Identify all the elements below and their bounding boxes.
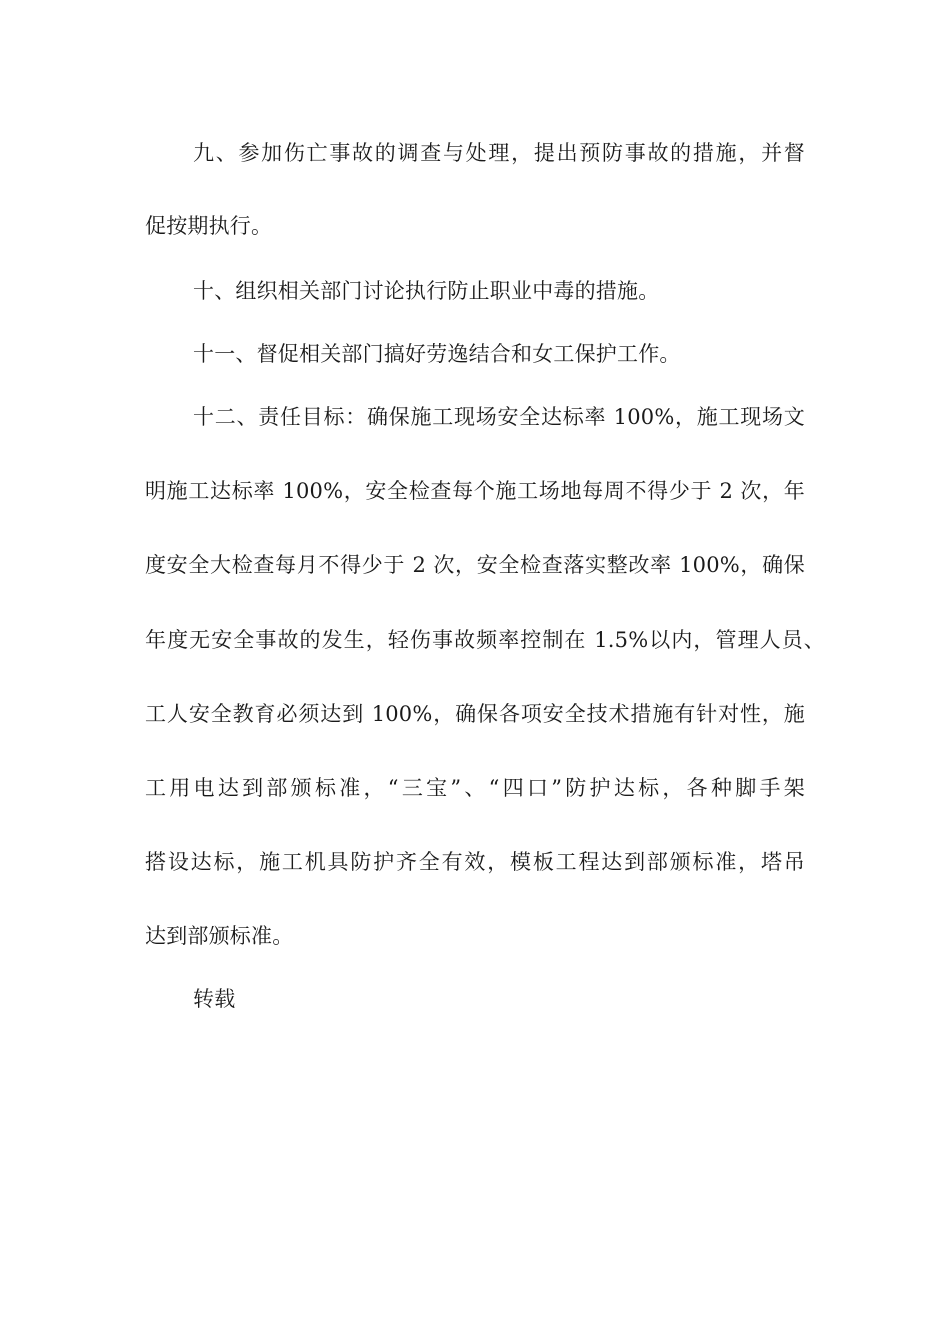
- paragraph-12-line-2: 明施工达标率 100%，安全检查每个施工场地每周不得少于 2 次，年: [145, 479, 805, 503]
- paragraph-12-line-7: 搭设达标，施工机具防护齐全有效，模板工程达到部颁标准，塔吊: [145, 850, 805, 874]
- paragraph-12-line-8: 达到部颁标准。: [145, 924, 294, 948]
- paragraph-12-line-4: 年度无安全事故的发生，轻伤事故频率控制在 1.5%以内，管理人员、: [145, 628, 825, 652]
- paragraph-12-line-5: 工人安全教育必须达到 100%，确保各项安全技术措施有针对性，施: [145, 702, 805, 726]
- paragraph-12-line-1: 十二、责任目标：确保施工现场安全达标率 100%，施工现场文: [193, 405, 805, 429]
- paragraph-9-line-1: 九、参加伤亡事故的调查与处理，提出预防事故的措施，并督: [193, 141, 805, 165]
- paragraph-11: 十一、督促相关部门搞好劳逸结合和女工保护工作。: [193, 342, 681, 366]
- paragraph-9-line-2: 促按期执行。: [145, 214, 273, 238]
- paragraph-10: 十、组织相关部门讨论执行防止职业中毒的措施。: [193, 279, 660, 303]
- paragraph-12-line-6: 工用电达到部颁标准，“三宝”、“四口”防护达标，各种脚手架: [145, 776, 805, 800]
- paragraph-12-line-3: 度安全大检查每月不得少于 2 次，安全检查落实整改率 100%，确保: [145, 553, 805, 577]
- reprint-note: 转载: [193, 987, 236, 1011]
